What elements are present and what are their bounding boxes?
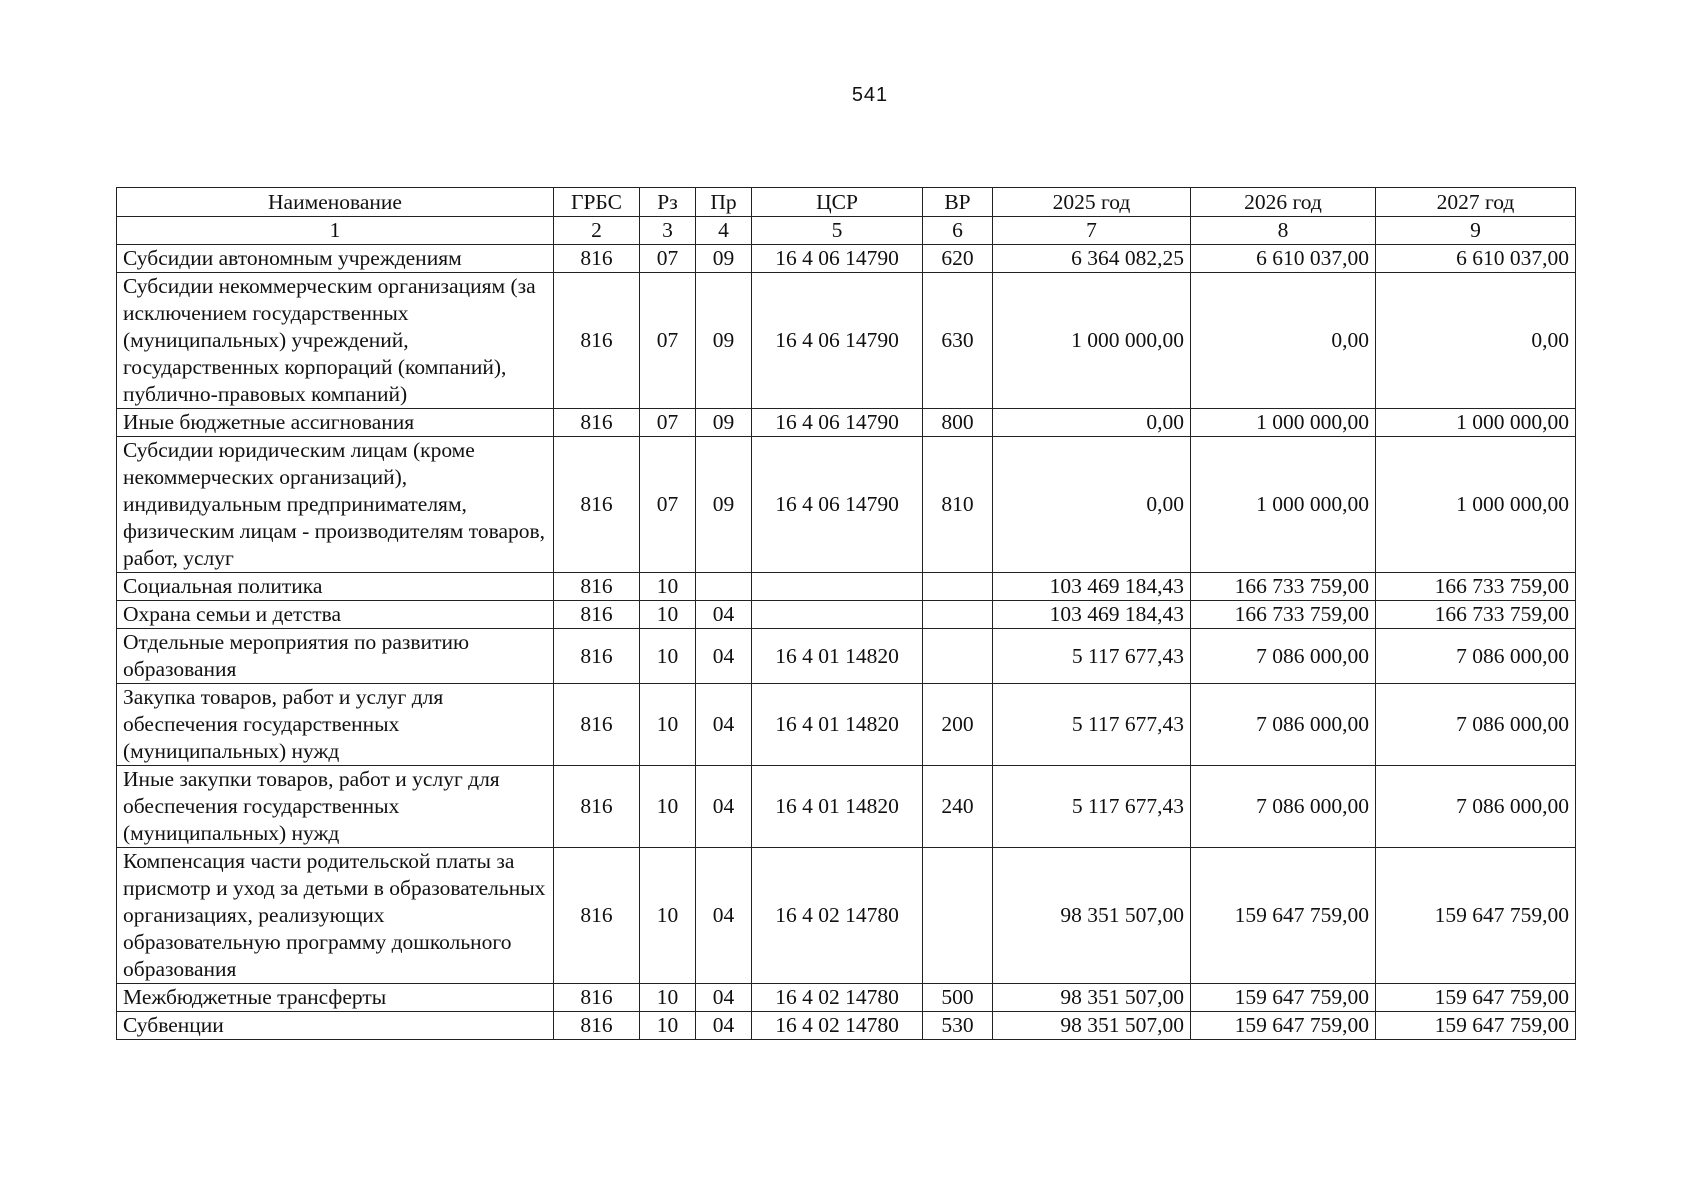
row-amount-2025: 5 117 677,43 [993,766,1191,848]
row-vr: 620 [923,245,993,273]
row-amount-2027: 159 647 759,00 [1376,1012,1576,1040]
row-vr [923,848,993,984]
row-csr: 16 4 01 14820 [752,629,923,684]
row-amount-2025: 5 117 677,43 [993,629,1191,684]
row-amount-2025: 0,00 [993,409,1191,437]
row-vr [923,629,993,684]
header-2027: 2027 год [1376,188,1576,217]
row-vr [923,601,993,629]
header-name: Наименование [117,188,554,217]
table-row [117,409,1576,437]
row-vr [923,573,993,601]
header-csr: ЦСР [752,188,923,217]
row-rz: 10 [640,629,696,684]
row-name: Отдельные мероприятия по развитию образования [117,629,554,684]
page-number: 541 [851,84,889,106]
row-amount-2025: 1 000 000,00 [993,273,1191,409]
table-row [117,848,1576,984]
row-rz: 10 [640,1012,696,1040]
column-number: 2 [554,217,640,245]
row-amount-2026: 0,00 [1191,273,1376,409]
row-name: Иные закупки товаров, работ и услуг для обеспечения государственных (муниципальных) нужд [117,766,554,848]
header-grbs: ГРБС [554,188,640,217]
row-csr: 16 4 02 14780 [752,1012,923,1040]
row-amount-2025: 98 351 507,00 [993,1012,1191,1040]
row-name: Охрана семьи и детства [117,601,554,629]
header-pr: Пр [696,188,752,217]
row-amount-2027: 7 086 000,00 [1376,684,1576,766]
row-pr [696,573,752,601]
header-2026: 2026 год [1191,188,1376,217]
row-amount-2027: 159 647 759,00 [1376,848,1576,984]
row-name: Субвенции [117,1012,554,1040]
row-amount-2025: 5 117 677,43 [993,684,1191,766]
row-grbs: 816 [554,409,640,437]
row-amount-2026: 159 647 759,00 [1191,848,1376,984]
row-vr: 800 [923,409,993,437]
row-pr: 04 [696,984,752,1012]
row-amount-2027: 166 733 759,00 [1376,573,1576,601]
row-amount-2025: 0,00 [993,437,1191,573]
row-csr [752,601,923,629]
table-row [117,601,1576,629]
row-rz: 07 [640,409,696,437]
row-name: Социальная политика [117,573,554,601]
row-csr: 16 4 06 14790 [752,245,923,273]
table-row [117,437,1576,573]
row-amount-2025: 98 351 507,00 [993,984,1191,1012]
row-vr: 810 [923,437,993,573]
row-name: Компенсация части родительской платы за присмотр и уход за детьми в образовательных организациях, реализующих образовательную программу дошкольного образования [117,848,554,984]
row-grbs: 816 [554,766,640,848]
row-pr: 09 [696,437,752,573]
row-vr: 500 [923,984,993,1012]
table-row [117,629,1576,684]
row-rz: 10 [640,573,696,601]
header-2025: 2025 год [993,188,1191,217]
row-name: Субсидии автономным учреждениям [117,245,554,273]
row-amount-2026: 166 733 759,00 [1191,601,1376,629]
row-amount-2027: 1 000 000,00 [1376,437,1576,573]
column-number: 3 [640,217,696,245]
table-body [117,245,1576,1040]
row-amount-2027: 1 000 000,00 [1376,409,1576,437]
row-amount-2026: 159 647 759,00 [1191,984,1376,1012]
table-row [117,573,1576,601]
row-amount-2027: 6 610 037,00 [1376,245,1576,273]
row-name: Закупка товаров, работ и услуг для обеспечения государственных (муниципальных) нужд [117,684,554,766]
row-amount-2027: 159 647 759,00 [1376,984,1576,1012]
row-grbs: 816 [554,629,640,684]
header-row [117,188,1576,217]
row-amount-2026: 1 000 000,00 [1191,409,1376,437]
column-number: 6 [923,217,993,245]
row-pr: 04 [696,848,752,984]
row-grbs: 816 [554,1012,640,1040]
column-number: 5 [752,217,923,245]
table-row [117,1012,1576,1040]
row-pr: 09 [696,273,752,409]
row-pr: 04 [696,684,752,766]
row-rz: 07 [640,437,696,573]
row-csr: 16 4 06 14790 [752,437,923,573]
row-grbs: 816 [554,273,640,409]
row-grbs: 816 [554,573,640,601]
row-amount-2026: 6 610 037,00 [1191,245,1376,273]
row-rz: 07 [640,273,696,409]
row-pr: 04 [696,601,752,629]
row-amount-2027: 0,00 [1376,273,1576,409]
row-vr: 240 [923,766,993,848]
column-number: 9 [1376,217,1576,245]
row-amount-2027: 166 733 759,00 [1376,601,1576,629]
budget-table [116,187,1576,1040]
table-row [117,984,1576,1012]
row-rz: 10 [640,684,696,766]
row-csr: 16 4 02 14780 [752,984,923,1012]
row-grbs: 816 [554,245,640,273]
row-rz: 07 [640,245,696,273]
row-pr: 04 [696,629,752,684]
row-pr: 04 [696,766,752,848]
row-grbs: 816 [554,848,640,984]
row-amount-2025: 98 351 507,00 [993,848,1191,984]
column-number: 8 [1191,217,1376,245]
row-grbs: 816 [554,684,640,766]
row-name: Субсидии юридическим лицам (кроме некоммерческих организаций), индивидуальным предпринимателям, физическим лицам - производителям товаров, работ, услуг [117,437,554,573]
row-vr: 200 [923,684,993,766]
row-grbs: 816 [554,601,640,629]
row-vr: 530 [923,1012,993,1040]
row-amount-2025: 6 364 082,25 [993,245,1191,273]
table-row [117,273,1576,409]
row-csr: 16 4 01 14820 [752,766,923,848]
row-csr: 16 4 01 14820 [752,684,923,766]
row-rz: 10 [640,848,696,984]
row-name: Субсидии некоммерческим организациям (за исключением государственных (муниципальных) учреждений, государственных корпораций (компаний), публично-правовых компаний) [117,273,554,409]
table-row [117,684,1576,766]
table-row [117,245,1576,273]
row-csr: 16 4 06 14790 [752,409,923,437]
row-vr: 630 [923,273,993,409]
row-pr: 09 [696,245,752,273]
row-name: Иные бюджетные ассигнования [117,409,554,437]
row-csr [752,573,923,601]
row-amount-2026: 166 733 759,00 [1191,573,1376,601]
row-amount-2027: 7 086 000,00 [1376,629,1576,684]
table-row [117,766,1576,848]
row-rz: 10 [640,984,696,1012]
row-grbs: 816 [554,437,640,573]
column-number: 1 [117,217,554,245]
row-grbs: 816 [554,984,640,1012]
column-number-row [117,217,1576,245]
header-vr: ВР [923,188,993,217]
row-name: Межбюджетные трансферты [117,984,554,1012]
row-csr: 16 4 06 14790 [752,273,923,409]
row-amount-2026: 7 086 000,00 [1191,766,1376,848]
header-rz: Рз [640,188,696,217]
row-amount-2026: 159 647 759,00 [1191,1012,1376,1040]
row-rz: 10 [640,601,696,629]
column-number: 4 [696,217,752,245]
row-csr: 16 4 02 14780 [752,848,923,984]
column-number: 7 [993,217,1191,245]
row-pr: 09 [696,409,752,437]
row-amount-2027: 7 086 000,00 [1376,766,1576,848]
row-amount-2026: 7 086 000,00 [1191,684,1376,766]
row-amount-2026: 7 086 000,00 [1191,629,1376,684]
row-rz: 10 [640,766,696,848]
row-amount-2025: 103 469 184,43 [993,601,1191,629]
row-amount-2025: 103 469 184,43 [993,573,1191,601]
row-amount-2026: 1 000 000,00 [1191,437,1376,573]
row-pr: 04 [696,1012,752,1040]
